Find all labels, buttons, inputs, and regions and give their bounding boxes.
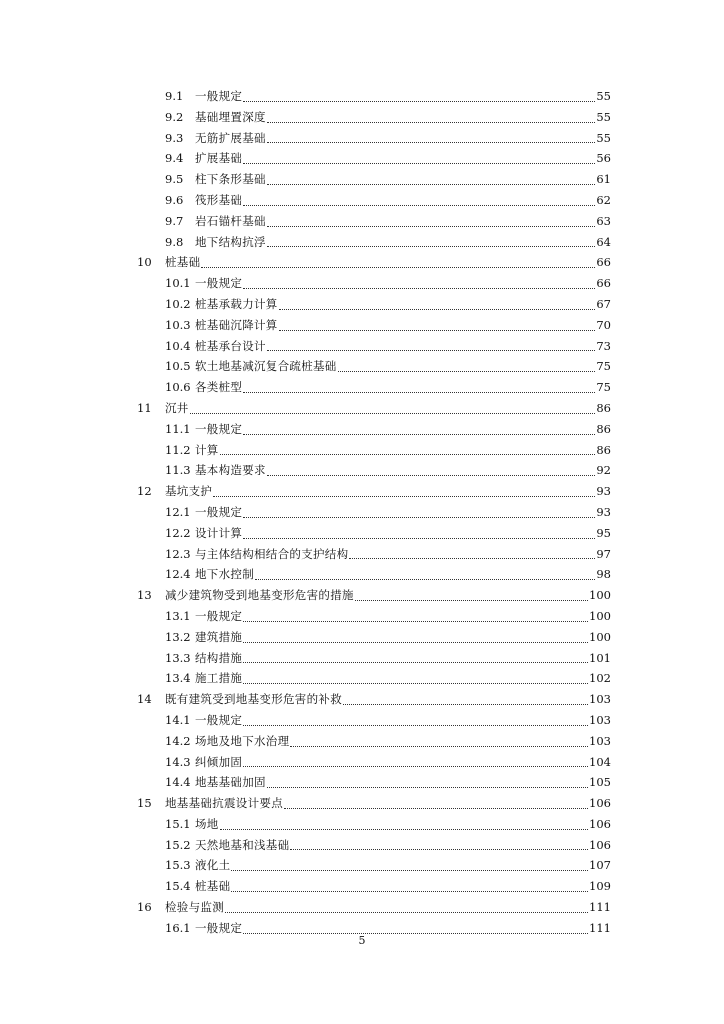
toc-dot-leader: [225, 911, 588, 913]
toc-entry-number: 10.2: [165, 296, 191, 311]
toc-section-entry[interactable]: [0, 86, 611, 107]
toc-dot-leader: [243, 724, 588, 726]
toc-entry-page: 62: [596, 192, 611, 207]
toc-chapter-entry[interactable]: [0, 793, 611, 814]
toc-entry-page: 67: [596, 296, 611, 311]
toc-entry-page: 111: [589, 900, 611, 915]
toc-section-entry[interactable]: [0, 855, 611, 876]
toc-entry-page: 100: [589, 629, 611, 644]
toc-section-entry[interactable]: [0, 814, 611, 835]
toc-entry-page: 106: [589, 796, 611, 811]
toc-section-entry[interactable]: [0, 419, 611, 440]
toc-entry-number: 14.4: [165, 775, 191, 790]
toc-dot-leader: [243, 391, 595, 393]
toc-entry-page: 105: [589, 775, 611, 790]
toc-section-entry[interactable]: [0, 710, 611, 731]
toc-entry-title: 桩基础: [195, 879, 231, 894]
toc-dot-leader: [243, 641, 588, 643]
toc-dot-leader: [190, 412, 596, 414]
toc-dot-leader: [267, 349, 596, 351]
toc-section-entry[interactable]: [0, 211, 611, 232]
toc-dot-leader: [243, 516, 595, 518]
toc-entry-title: 设计计算: [195, 525, 243, 540]
toc-section-entry[interactable]: [0, 876, 611, 897]
toc-entry-title: 场地: [195, 816, 219, 831]
toc-entry-number: 9.5: [165, 172, 184, 187]
toc-section-entry[interactable]: [0, 772, 611, 793]
toc-chapter-entry[interactable]: [0, 585, 611, 606]
toc-entry-page: 100: [589, 608, 611, 623]
toc-entry-number: 15.4: [165, 879, 191, 894]
toc-entry-title: 地基基础加固: [195, 775, 266, 790]
toc-dot-leader: [355, 599, 588, 601]
toc-dot-leader: [243, 162, 595, 164]
toc-section-entry[interactable]: [0, 523, 611, 544]
toc-dot-leader: [267, 245, 596, 247]
toc-entry-title: 一般规定: [195, 504, 243, 519]
toc-chapter-entry[interactable]: [0, 689, 611, 710]
toc-entry-number: 15.3: [165, 858, 191, 873]
toc-entry-title: 基本构造要求: [195, 463, 266, 478]
toc-section-entry[interactable]: [0, 107, 611, 128]
toc-entry-page: 55: [596, 89, 611, 103]
toc-section-entry[interactable]: [0, 190, 611, 211]
toc-entry-number: 16.1: [165, 920, 191, 935]
toc-entry-number: 11.3: [165, 463, 191, 478]
toc-entry-title: 检验与监测: [165, 900, 224, 915]
toc-dot-leader: [267, 474, 596, 476]
toc-entry-page: 86: [596, 400, 611, 415]
toc-dot-leader: [267, 225, 596, 227]
toc-entry-number: 9.4: [165, 151, 184, 166]
toc-entry-number: 15.2: [165, 837, 191, 852]
toc-entry-number: 13.2: [165, 629, 191, 644]
toc-entry-title: 一般规定: [195, 712, 243, 727]
toc-chapter-entry[interactable]: [0, 398, 611, 419]
toc-entry-page: 64: [596, 234, 611, 249]
toc-entry-title: 一般规定: [195, 89, 243, 103]
toc-entry-title: 一般规定: [195, 276, 243, 291]
toc-chapter-entry[interactable]: [0, 481, 611, 502]
toc-entry-page: 92: [596, 463, 611, 478]
toc-entry-title: 软土地基减沉复合疏桩基础: [195, 359, 337, 374]
toc-entry-number: 11.2: [165, 442, 191, 457]
toc-chapter-entry[interactable]: [0, 897, 611, 918]
toc-dot-leader: [267, 121, 596, 123]
toc-entry-page: 98: [596, 567, 611, 582]
toc-dot-leader: [267, 786, 588, 788]
toc-section-entry[interactable]: [0, 606, 611, 627]
toc-entry-title: 基础埋置深度: [195, 109, 266, 124]
toc-entry-page: 107: [589, 858, 611, 873]
toc-dot-leader: [243, 433, 595, 435]
toc-entry-title: 扩展基础: [195, 151, 243, 166]
toc-entry-page: 103: [589, 692, 611, 707]
toc-entry-title: 筏形基础: [195, 192, 243, 207]
toc-dot-leader: [243, 287, 595, 289]
toc-entry-number: 12.4: [165, 567, 191, 582]
toc-dot-leader: [279, 329, 596, 331]
toc-dot-leader: [279, 308, 596, 310]
toc-dot-leader: [243, 661, 588, 663]
toc-section-entry[interactable]: [0, 148, 611, 169]
toc-entry-page: 86: [596, 421, 611, 436]
toc-entry-page: 63: [596, 213, 611, 228]
toc-entry-title: 纠倾加固: [195, 754, 243, 769]
toc-entry-page: 106: [589, 816, 611, 831]
toc-section-entry[interactable]: [0, 752, 611, 773]
toc-entry-number: 13: [137, 588, 152, 603]
toc-dot-leader: [243, 620, 588, 622]
toc-entry-title: 桩基础沉降计算: [195, 317, 278, 332]
toc-entry-title: 桩基承台设计: [195, 338, 266, 353]
toc-section-entry[interactable]: [0, 315, 611, 336]
toc-dot-leader: [267, 183, 596, 185]
toc-entry-number: 12.2: [165, 525, 191, 540]
toc-entry-number: 9.2: [165, 109, 184, 124]
toc-entry-number: 11.1: [165, 421, 191, 436]
toc-entry-page: 100: [589, 588, 611, 603]
toc-entry-page: 103: [589, 712, 611, 727]
toc-entry-title: 桩基承载力计算: [195, 296, 278, 311]
toc-entry-number: 14: [137, 692, 152, 707]
toc-entry-number: 14.1: [165, 712, 191, 727]
toc-dot-leader: [220, 828, 588, 830]
toc-dot-leader: [213, 495, 595, 497]
toc-section-entry[interactable]: [0, 835, 611, 856]
toc-section-entry[interactable]: [0, 377, 611, 398]
toc-entry-page: 93: [596, 504, 611, 519]
toc-entry-page: 56: [596, 151, 611, 166]
toc-entry-title: 无筋扩展基础: [195, 130, 266, 145]
toc-entry-title: 场地及地下水治理: [195, 733, 290, 748]
toc-dot-leader: [255, 578, 595, 580]
toc-dot-leader: [349, 557, 595, 559]
toc-entry-page: 86: [596, 442, 611, 457]
toc-section-entry[interactable]: [0, 564, 611, 585]
table-of-contents: [0, 86, 724, 939]
toc-dot-leader: [343, 703, 588, 705]
toc-entry-number: 15: [137, 796, 152, 811]
toc-section-entry[interactable]: [0, 440, 611, 461]
toc-entry-title: 地下水控制: [195, 567, 254, 582]
toc-entry-title: 岩石锚杆基础: [195, 213, 266, 228]
toc-entry-number: 10.4: [165, 338, 191, 353]
toc-dot-leader: [243, 100, 595, 102]
toc-dot-leader: [243, 765, 588, 767]
toc-entry-number: 9.1: [165, 89, 184, 103]
toc-entry-title: 地基基础抗震设计要点: [165, 796, 283, 811]
toc-entry-number: 9.3: [165, 130, 184, 145]
toc-entry-title: 地下结构抗浮: [195, 234, 266, 249]
toc-entry-number: 9.7: [165, 213, 184, 228]
toc-entry-page: 102: [589, 671, 611, 686]
toc-section-entry[interactable]: [0, 294, 611, 315]
toc-entry-title: 一般规定: [195, 920, 243, 935]
toc-entry-title: 减少建筑物受到地基变形危害的措施: [165, 588, 354, 603]
toc-dot-leader: [201, 266, 595, 268]
toc-dot-leader: [290, 848, 588, 850]
page-number: 5: [358, 934, 366, 947]
toc-chapter-entry[interactable]: [0, 252, 611, 273]
toc-dot-leader: [267, 141, 596, 143]
toc-dot-leader: [243, 537, 595, 539]
toc-entry-page: 106: [589, 837, 611, 852]
toc-entry-title: 施工措施: [195, 671, 243, 686]
toc-entry-number: 13.4: [165, 671, 191, 686]
toc-entry-page: 111: [589, 920, 611, 935]
toc-entry-title: 沉井: [165, 400, 189, 415]
toc-entry-page: 75: [596, 359, 611, 374]
toc-section-entry[interactable]: [0, 232, 611, 253]
toc-entry-page: 95: [596, 525, 611, 540]
toc-entry-number: 10.1: [165, 276, 191, 291]
toc-entry-title: 各类桩型: [195, 380, 243, 395]
toc-entry-page: 66: [596, 276, 611, 291]
toc-entry-title: 既有建筑受到地基变形危害的补救: [165, 692, 342, 707]
toc-entry-number: 9.8: [165, 234, 184, 249]
toc-section-entry[interactable]: [0, 273, 611, 294]
toc-section-entry[interactable]: [0, 356, 611, 377]
toc-section-entry[interactable]: [0, 460, 611, 481]
toc-dot-leader: [338, 370, 596, 372]
toc-section-entry[interactable]: [0, 502, 611, 523]
toc-entry-number: 10.6: [165, 380, 191, 395]
toc-section-entry[interactable]: [0, 128, 611, 149]
toc-entry-page: 93: [596, 484, 611, 499]
toc-entry-number: 11: [137, 400, 152, 415]
toc-dot-leader: [220, 453, 596, 455]
toc-dot-leader: [243, 682, 588, 684]
toc-entry-number: 12.1: [165, 504, 191, 519]
toc-entry-title: 一般规定: [195, 421, 243, 436]
toc-entry-number: 12.3: [165, 546, 191, 561]
toc-entry-page: 101: [589, 650, 611, 665]
toc-entry-title: 液化土: [195, 858, 231, 873]
toc-entry-title: 与主体结构相结合的支护结构: [195, 546, 349, 561]
toc-entry-page: 103: [589, 733, 611, 748]
toc-entry-page: 109: [589, 879, 611, 894]
toc-section-entry[interactable]: [0, 648, 611, 669]
toc-entry-page: 61: [596, 172, 611, 187]
toc-entry-number: 14.3: [165, 754, 191, 769]
toc-dot-leader: [243, 204, 595, 206]
toc-entry-number: 10: [137, 255, 152, 270]
toc-section-entry[interactable]: [0, 336, 611, 357]
toc-entry-title: 基坑支护: [165, 484, 213, 499]
toc-entry-number: 10.5: [165, 359, 191, 374]
toc-entry-number: 9.6: [165, 192, 184, 207]
toc-entry-title: 一般规定: [195, 608, 243, 623]
toc-dot-leader: [284, 807, 588, 809]
toc-section-entry[interactable]: [0, 731, 611, 752]
toc-dot-leader: [290, 745, 588, 747]
toc-entry-number: 13.3: [165, 650, 191, 665]
toc-entry-page: 55: [596, 109, 611, 124]
toc-entry-title: 天然地基和浅基础: [195, 837, 290, 852]
toc-entry-page: 66: [596, 255, 611, 270]
toc-entry-page: 104: [589, 754, 611, 769]
toc-entry-page: 70: [596, 317, 611, 332]
toc-entry-page: 73: [596, 338, 611, 353]
toc-entry-title: 柱下条形基础: [195, 172, 266, 187]
toc-entry-number: 16: [137, 900, 152, 915]
toc-entry-number: 12: [137, 484, 152, 499]
toc-entry-title: 结构措施: [195, 650, 243, 665]
toc-entry-number: 10.3: [165, 317, 191, 332]
toc-entry-title: 桩基础: [165, 255, 201, 270]
toc-section-entry[interactable]: [0, 627, 611, 648]
toc-entry-page: 97: [596, 546, 611, 561]
toc-entry-number: 14.2: [165, 733, 191, 748]
toc-section-entry[interactable]: [0, 169, 611, 190]
toc-section-entry[interactable]: [0, 544, 611, 565]
toc-section-entry[interactable]: [0, 668, 611, 689]
toc-entry-page: 55: [596, 130, 611, 145]
toc-entry-title: 建筑措施: [195, 629, 243, 644]
toc-entry-page: 75: [596, 380, 611, 395]
toc-dot-leader: [231, 869, 588, 871]
toc-entry-number: 13.1: [165, 608, 191, 623]
toc-entry-title: 计算: [195, 442, 219, 457]
toc-dot-leader: [231, 890, 588, 892]
toc-entry-number: 15.1: [165, 816, 191, 831]
